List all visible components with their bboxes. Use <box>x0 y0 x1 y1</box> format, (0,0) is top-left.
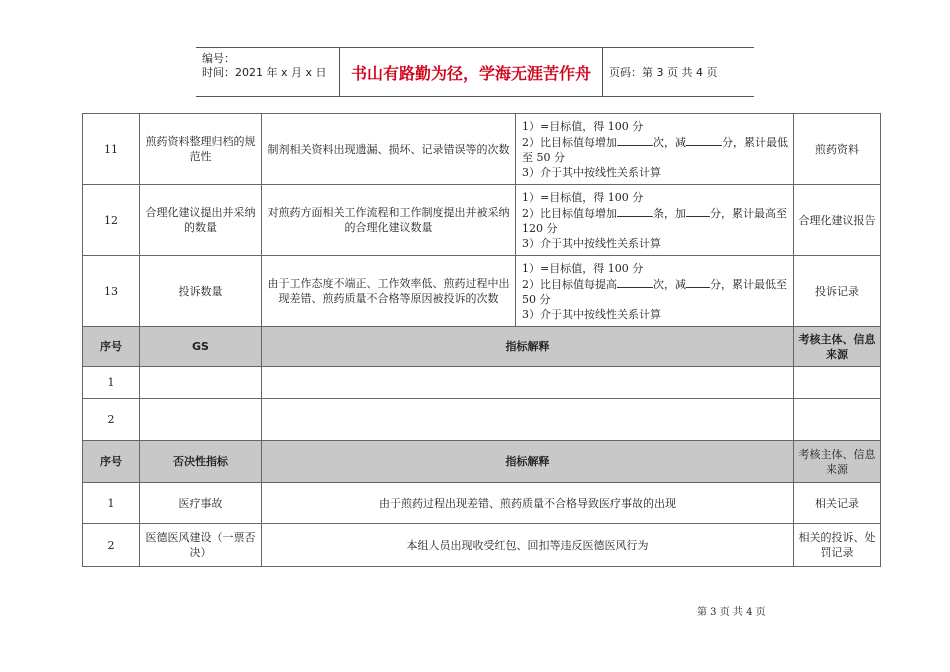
blank-field <box>686 134 722 146</box>
column-header-source: 考核主体、信息来源 <box>794 327 881 367</box>
rule-text: 分，累计最高至 120 分 <box>522 206 787 235</box>
column-header-number: 序号 <box>83 327 140 367</box>
header-page-info: 页码：第 3 页 共 4 页 <box>609 66 718 79</box>
column-header-number: 序号 <box>83 441 140 483</box>
column-header-description: 指标解释 <box>262 441 794 483</box>
document-number-label: 编号： <box>202 52 235 65</box>
empty-cell <box>262 399 794 441</box>
rule-text: 分，累计最低至 50 分 <box>522 277 787 306</box>
kpi-name: 煎药资料整理归档的规范性 <box>140 114 262 185</box>
empty-cell <box>140 399 262 441</box>
data-source: 相关记录 <box>794 483 881 524</box>
veto-name: 医德医风建设（一票否决） <box>140 524 262 567</box>
rule-text: 次，减 <box>653 277 686 291</box>
kpi-description: 对煎药方面相关工作流程和工作制度提出并被采纳的合理化建议数量 <box>262 185 516 256</box>
table-row <box>83 367 881 399</box>
page-footer: 第 3 页 共 4 页 <box>697 607 766 618</box>
blank-field <box>617 134 653 146</box>
scoring-rule <box>516 185 794 256</box>
veto-description: 由于煎药过程出现差错、煎药质量不合格导致医疗事故的出现 <box>262 483 794 524</box>
empty-cell <box>262 367 794 399</box>
data-source: 投诉记录 <box>794 256 881 327</box>
header-slogan: 书山有路勤为径，学海无涯苦作舟 <box>340 48 603 96</box>
row-number: 11 <box>83 114 140 185</box>
row-number: 13 <box>83 256 140 327</box>
rule-line: 3）介于其中按线性关系计算 <box>522 165 661 179</box>
gs-section-header <box>83 327 881 367</box>
scoring-rule <box>516 114 794 185</box>
rule-text: 2）比目标值每提高 <box>522 277 617 291</box>
document-time: 时间：2021 年 x 月 x 日 <box>202 66 327 79</box>
column-header-veto: 否决性指标 <box>140 441 262 483</box>
table-row <box>83 256 881 327</box>
data-source: 合理化建议报告 <box>794 185 881 256</box>
row-number: 1 <box>83 367 140 399</box>
rule-text: 2）比目标值每增加 <box>522 135 617 149</box>
rule-line: 3）介于其中按线性关系计算 <box>522 236 661 250</box>
rule-text: 条，加 <box>653 206 686 220</box>
veto-section-header <box>83 441 881 483</box>
rule-line <box>522 205 789 236</box>
empty-cell <box>140 367 262 399</box>
veto-description: 本组人员出现收受红包、回扣等违反医德医风行为 <box>262 524 794 567</box>
rule-line: 3）介于其中按线性关系计算 <box>522 307 661 321</box>
blank-field <box>686 276 710 288</box>
blank-field <box>617 205 653 217</box>
data-source: 煎药资料 <box>794 114 881 185</box>
rule-line: 1）=目标值，得 100 分 <box>522 261 644 275</box>
page-header <box>196 47 754 97</box>
veto-name: 医疗事故 <box>140 483 262 524</box>
row-number: 2 <box>83 399 140 441</box>
column-header-description: 指标解释 <box>262 327 794 367</box>
header-meta <box>196 48 340 96</box>
scoring-rule <box>516 256 794 327</box>
kpi-description: 由于工作态度不端正、工作效率低、煎药过程中出现差错、煎药质量不合格等原因被投诉的次数 <box>262 256 516 327</box>
rule-line <box>522 134 789 165</box>
kpi-name: 合理化建议提出并采纳的数量 <box>140 185 262 256</box>
rule-line <box>522 276 789 307</box>
row-number: 12 <box>83 185 140 256</box>
rule-line: 1）=目标值，得 100 分 <box>522 190 644 204</box>
kpi-table <box>82 113 881 567</box>
empty-cell <box>794 399 881 441</box>
table-row <box>83 185 881 256</box>
table-row <box>83 483 881 524</box>
rule-line: 1）=目标值，得 100 分 <box>522 119 644 133</box>
empty-cell <box>794 367 881 399</box>
column-header-gs: GS <box>140 327 262 367</box>
rule-text: 次，减 <box>653 135 686 149</box>
blank-field <box>686 205 710 217</box>
kpi-description: 制剂相关资料出现遗漏、损坏、记录错误等的次数 <box>262 114 516 185</box>
row-number: 1 <box>83 483 140 524</box>
rule-text: 分，累计最低至 50 分 <box>522 135 788 164</box>
table-row <box>83 399 881 441</box>
rule-text: 2）比目标值每增加 <box>522 206 617 220</box>
table-row <box>83 114 881 185</box>
blank-field <box>617 276 653 288</box>
data-source: 相关的投诉、处罚记录 <box>794 524 881 567</box>
kpi-name: 投诉数量 <box>140 256 262 327</box>
column-header-source: 考核主体、信息来源 <box>794 441 881 483</box>
row-number: 2 <box>83 524 140 567</box>
table-row <box>83 524 881 567</box>
